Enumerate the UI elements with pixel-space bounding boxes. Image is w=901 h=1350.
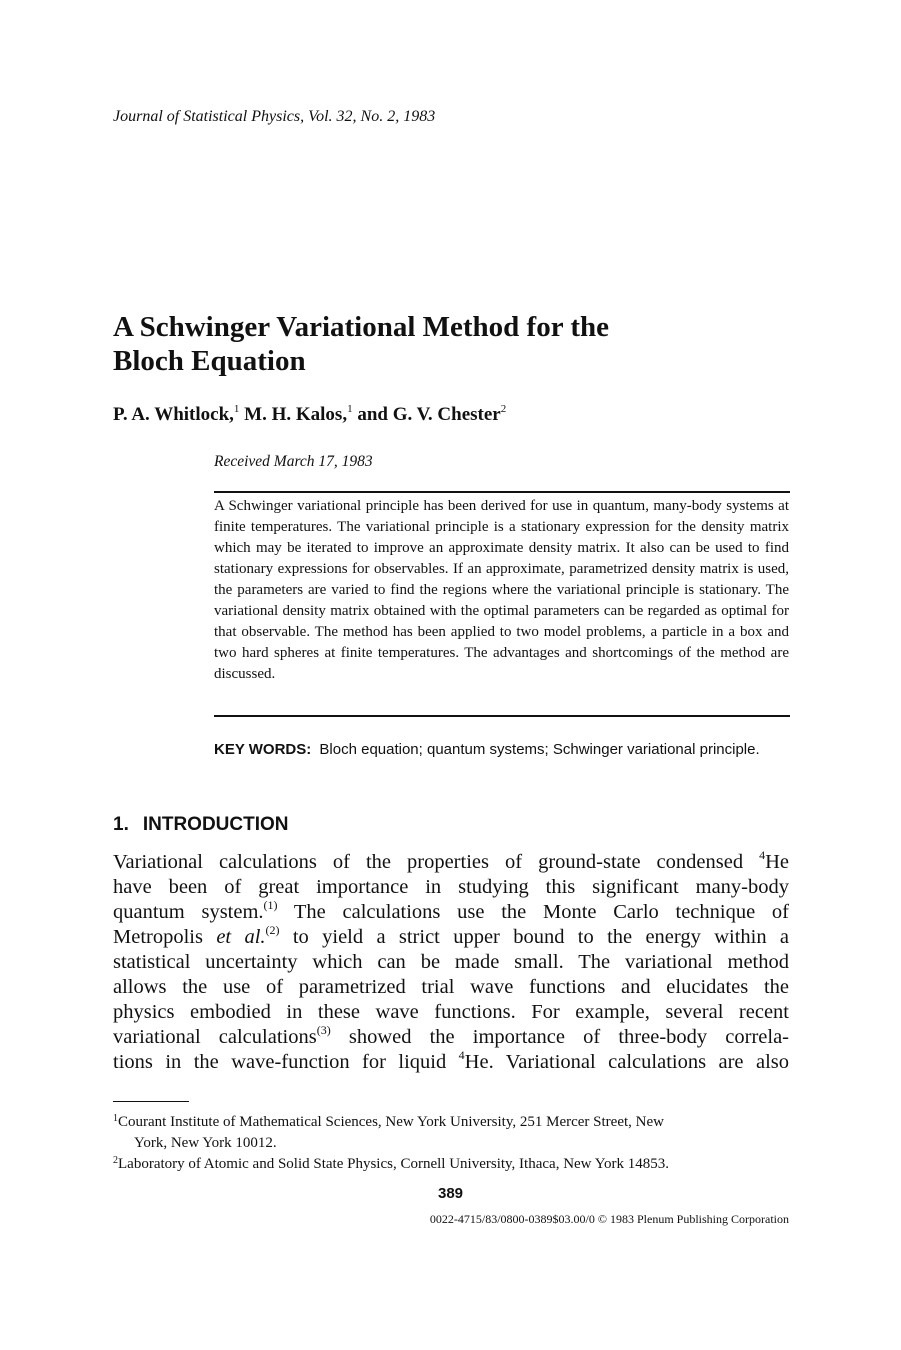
abstract-bottom-rule <box>214 715 790 717</box>
author-whitlock-affiliation: 1 <box>233 403 240 415</box>
author-conjunction: and <box>357 404 388 425</box>
body-line: allows the use of parametrized trial wave functions and elucidates the <box>113 976 789 998</box>
section-number: 1. <box>113 814 129 835</box>
footnote-rule <box>113 1101 189 1102</box>
key-words-label: KEY WORDS: <box>214 741 312 758</box>
key-words <box>214 739 790 760</box>
author-whitlock: P. A. Whitlock, <box>113 404 234 425</box>
body-line: physics embodied in these wave functions. For example, several recent <box>113 1001 789 1023</box>
body-line: quantum system.$^{(1)}$ The calculations use the Monte Carlo technique of <box>113 898 789 923</box>
footnote-1: $^1$Courant Institute of Mathematical Sciences, New York University, 251 Mercer Street, New <box>113 1113 664 1130</box>
copyright-line: 0022-4715/83/0800-0389$03.00/0 © 1983 Plenum Publishing Corporation <box>429 1212 789 1226</box>
section-title: INTRODUCTION <box>142 814 289 835</box>
received-date: Received March 17, 1983 <box>214 453 373 470</box>
paper-title <box>113 310 813 378</box>
title-line-2: Bloch Equation <box>113 345 306 377</box>
title-line-1: A Schwinger Variational Method for the <box>113 311 609 343</box>
body-line: Variational calculations of the properties of ground-state condensed $^4$He <box>113 848 789 873</box>
journal-citation: Journal of Statistical Physics, Vol. 32, No. 2, 1983 <box>113 108 436 125</box>
citation-3: (3) <box>316 1023 331 1037</box>
body-line: statistical uncertainty which can be made small. The variational method <box>113 951 789 973</box>
body-line: tions in the wave-function for liquid $^4$He. Variational calculations are also <box>113 1048 789 1073</box>
body-line: Metropolis et al.$^{(2)}$ to yield a strict upper bound to the energy within a <box>113 923 790 948</box>
author-list <box>113 403 506 426</box>
author-kalos: M. H. Kalos, <box>244 404 348 425</box>
body-line: have been of great importance in studying this significant many-body <box>113 876 789 898</box>
author-chester-affiliation: 2 <box>500 403 507 415</box>
footnotes <box>113 1112 789 1175</box>
body-line: variational calculations$^{(3)}$ showed the importance of three-body correla- <box>113 1023 790 1048</box>
footnote-2: $^2$Laboratory of Atomic and Solid State Physics, Cornell University, Ithaca, New York 14853. <box>113 1155 670 1172</box>
abstract-top-rule <box>214 491 790 493</box>
footnote-1-continued: York, New York 10012. <box>134 1135 277 1151</box>
introduction-body <box>113 850 789 1075</box>
key-words-text: Bloch equation; quantum systems; Schwinger variational principle. <box>319 741 760 758</box>
page-number: 389 <box>437 1185 464 1202</box>
citation-2: (2) <box>265 923 280 937</box>
citation-1: (1) <box>263 898 278 912</box>
abstract: A Schwinger variational principle has been derived for use in quantum, many-body systems at finite temperatures. The variational principle is a stationary expression for the density matrix which may be iterated to improve an approximate density matrix. It also can be used to find stationary expressions for observables. If an approximate, parametrized density matrix is used, the parameters are varied to find the regions where the variational principle is stationary. The variational density matrix obtained with the optimal parameters can be regarded as optimal for that observable. The method has been applied to two model problems, a particle in a box and two hard spheres at finite temperatures. The advantages and shortcomings of the method are discussed. <box>214 498 789 682</box>
author-chester: G. V. Chester <box>392 404 501 425</box>
author-kalos-affiliation: 1 <box>347 403 353 415</box>
section-heading <box>113 814 289 836</box>
